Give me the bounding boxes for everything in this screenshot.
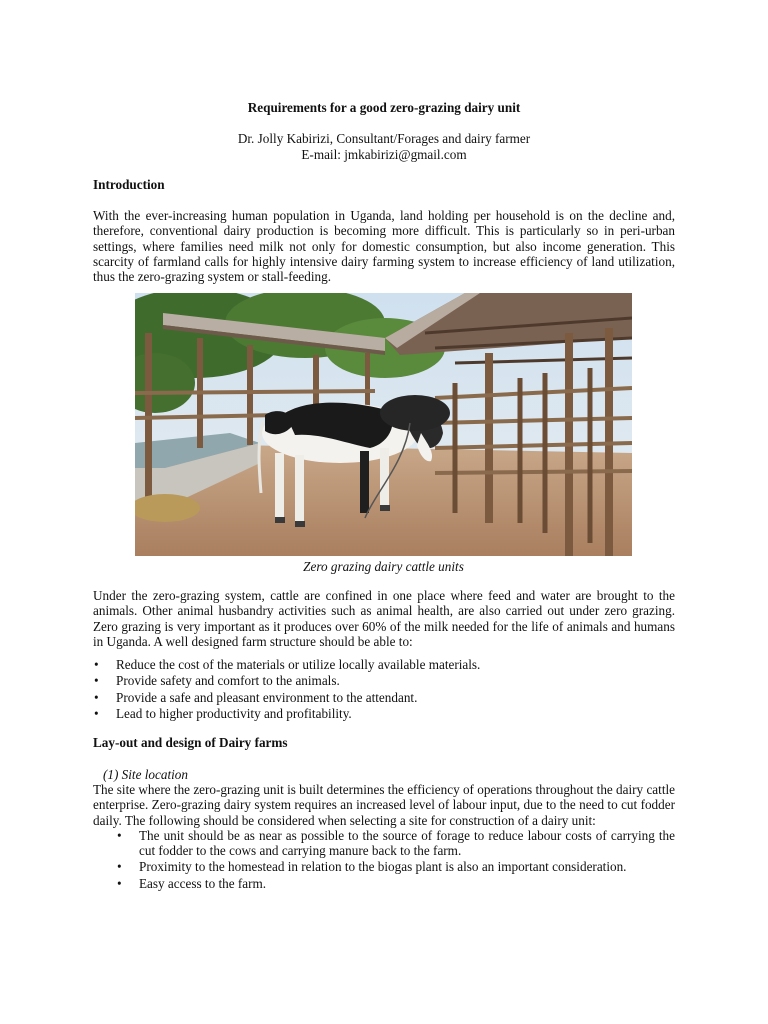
figure-caption: Zero grazing dairy cattle units (303, 558, 464, 574)
document-body (93, 100, 675, 892)
list-item: • Provide safety and comfort to the animals. (116, 673, 675, 688)
site-location-paragraph: The site where the zero-grazing unit is built determines the efficiency of operations throughout the dairy cattle enterprise. Zero-grazing dairy system requires an increased level of labour input, due to the need to cut fodder daily. The following should be considered when selecting a site for construction of a dairy unit: (93, 781, 676, 828)
layout-heading: Lay-out and design of Dairy farms (93, 735, 288, 751)
introduction-paragraph: With the ever-increasing human population in Uganda, land holding per household is on the decline and, therefore, conventional dairy production is becoming more difficult. This is particularly so in peri-urban settings, where families need milk not only for domestic consumption, but also income generation. This scarcity of farmland calls for highly intensive dairy farming system to increase efficiency of land utilization, thus the zero-grazing system or stall-feeding. (93, 208, 675, 285)
document-title: Requirements for a good zero-grazing dairy unit (247, 100, 521, 115)
list-item: • Proximity to the homestead in relation to the biogas plant is also an important consideration. (139, 859, 675, 874)
site-criteria-list (93, 828, 675, 891)
list-item: • Reduce the cost of the materials or utilize locally available materials. (116, 657, 675, 672)
cattle-shed-photo (135, 293, 632, 556)
list-item: • Lead to higher productivity and profitability. (116, 706, 675, 721)
email-line: E-mail: jmkabirizi@gmail.com (301, 146, 467, 162)
list-item: • Provide a safe and pleasant environment to the attendant. (116, 690, 675, 705)
zero-grazing-paragraph: Under the zero-grazing system, cattle are confined in one place where feed and water are brought to the animals. Other animal husbandry activities such as animal health, are also carried out under zero grazing. Zero grazing is very important as it produces over 60% of the milk needed for the life of animals and humans in Uganda. A well designed farm structure should be able to: (93, 587, 675, 649)
figure (135, 293, 632, 574)
structure-goals-list (93, 657, 675, 721)
list-item: • Easy access to the farm. (139, 876, 675, 891)
author-line: Dr. Jolly Kabirizi, Consultant/Forages and dairy farmer (237, 131, 531, 147)
list-item: • The unit should be as near as possible to the source of forage to reduce labour costs of carrying the cut fodder to the cows and carrying manure back to the farm. (139, 828, 675, 859)
site-location-subheading: (1) Site location (103, 766, 188, 782)
introduction-heading: Introduction (93, 176, 165, 192)
